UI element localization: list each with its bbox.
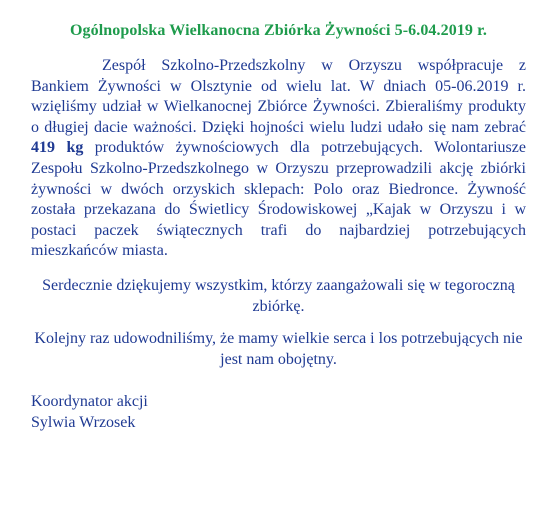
signature-role: Koordynator akcji (31, 393, 148, 411)
collected-amount: 419 kg (31, 139, 84, 157)
document-page (31, 0, 526, 434)
document-title: Ogólnopolska Wielkanocna Zbiórka Żywności 5-6.04.2019 r. (70, 22, 487, 39)
main-paragraph (31, 56, 526, 262)
signature-name: Sylwia Wrzosek (31, 413, 136, 431)
closing-text: Kolejny raz udowodniliśmy, że mamy wielkie serca i los potrzebujących nie jest nam obojętny. (34, 330, 523, 368)
paragraph-part-2: produktów żywnościowych dla potrzebujących. Wolontariusze Zespołu Szkolno-Przedszkolnego w Orzyszu przeprowadzili akcję zbiórki żywności w dwóch orzyskich sklepach: Polo oraz Biedronce. Żywność została przekazana do Świetlicy Środowiskowej „Kajak w Orzyszu i w postaci paczek świątecznych trafi do najbardziej potrzebujących mieszkańców miasta. (31, 139, 526, 260)
signature-block (31, 392, 526, 433)
paragraph-part-1: Zespół Szkolno-Przedszkolny w Orzyszu współpracuje z Bankiem Żywności w Olsztynie od wielu lat. W dniach 05-06.2019 r. wzięliśmy udział w Wielkanocnej Zbiórce Żywności. Zbieraliśmy produkty o długiej dacie ważności. Dzięki hojności wielu ludzi udało się nam zebrać (31, 57, 526, 136)
thanks-text: Serdecznie dziękujemy wszystkim, którzy zaangażowali się w tegoroczną zbiórkę. (42, 276, 515, 315)
